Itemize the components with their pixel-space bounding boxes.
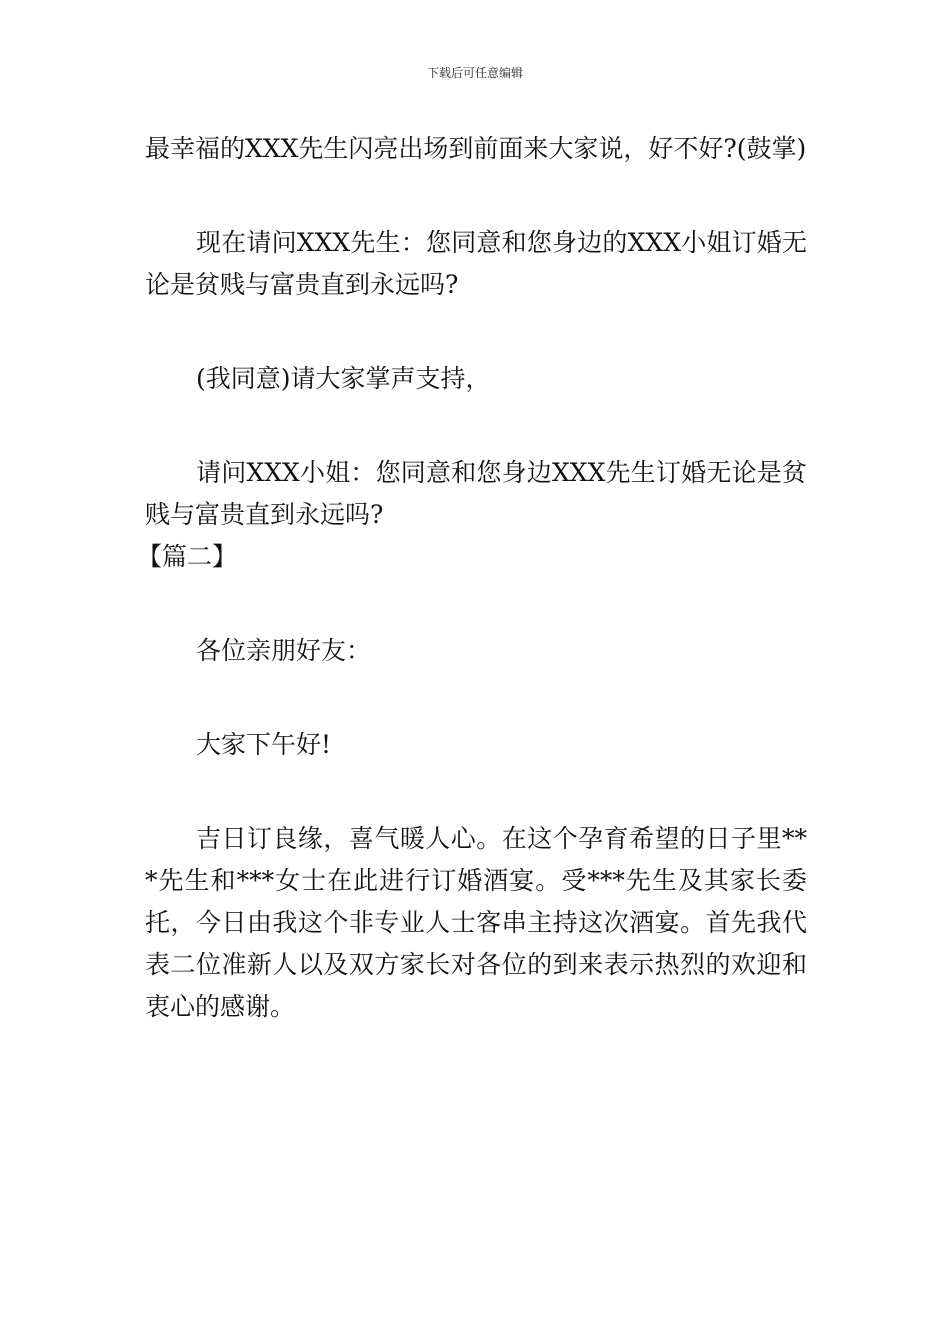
- section-paragraph-1: 各位亲朋好友：: [196, 636, 372, 665]
- section-heading: 【篇二】: [137, 542, 238, 571]
- section-paragraph-2: 大家下午好!: [196, 730, 332, 759]
- page-header: 下载后可任意编辑: [426, 66, 523, 80]
- paragraph-2: 现在请问XXX先生：您同意和您身边的XXX小姐订婚无论是贫贱与富贵直到永远吗?: [145, 228, 807, 299]
- section-paragraph-3: 吉日订良缘，喜气暖人心。在这个孕育希望的日子里***先生和***女士在此进行订婚酒宴。受***先生及其家长委托，今日由我这个非专业人士客串主持这次酒宴。首先我代表二位准新人以及双方家长对各位的到来表示热烈的欢迎和衷心的感谢。: [145, 824, 807, 1021]
- paragraph-3: (我同意)请大家掌声支持，: [196, 364, 491, 393]
- paragraph-4: 请问XXX小姐：您同意和您身边XXX先生订婚无论是贫贱与富贵直到永远吗?: [145, 458, 807, 529]
- document-body: [137, 128, 807, 1028]
- paragraph-1: 最幸福的XXX先生闪亮出场到前面来大家说，好不好?(鼓掌): [145, 134, 807, 163]
